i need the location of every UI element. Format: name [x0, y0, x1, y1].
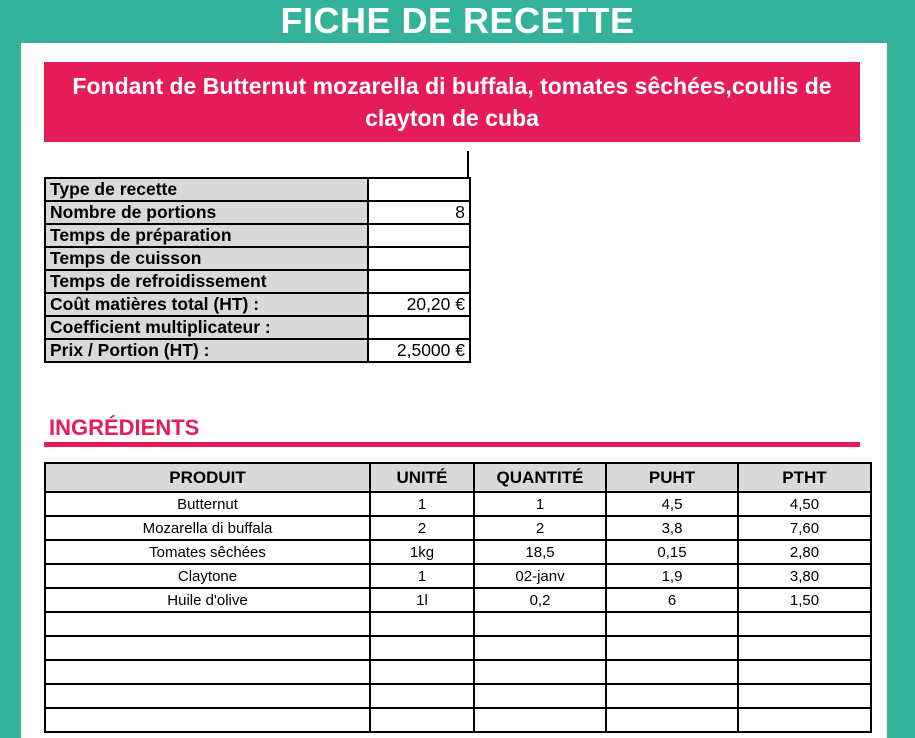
info-row: [45, 201, 470, 224]
cell-ptht[interactable]: 3,80: [738, 564, 871, 588]
table-row: [45, 588, 871, 612]
table-row: [45, 708, 871, 732]
cell-ptht[interactable]: 4,50: [738, 492, 871, 516]
cell-unite[interactable]: 1: [370, 492, 474, 516]
cell-quantite[interactable]: [474, 660, 606, 684]
table-row: [45, 684, 871, 708]
cell-produit[interactable]: Mozarella di buffala: [45, 516, 370, 540]
cell-produit[interactable]: [45, 612, 370, 636]
table-row: [45, 660, 871, 684]
table-row: [45, 564, 871, 588]
recipe-sheet: [21, 43, 887, 738]
header-unite: UNITÉ: [370, 463, 474, 492]
info-value-total-cost[interactable]: 20,20 €: [368, 293, 470, 316]
info-row: [45, 247, 470, 270]
cell-unite[interactable]: [370, 660, 474, 684]
cell-puht[interactable]: [606, 684, 738, 708]
cell-produit[interactable]: [45, 636, 370, 660]
cell-puht[interactable]: [606, 660, 738, 684]
info-row: [45, 339, 470, 362]
column-divider: [467, 151, 469, 178]
cell-puht[interactable]: [606, 708, 738, 732]
info-value-portions[interactable]: 8: [368, 201, 470, 224]
cell-quantite[interactable]: 18,5: [474, 540, 606, 564]
cell-unite[interactable]: 2: [370, 516, 474, 540]
info-row: [45, 178, 470, 201]
ingredients-table: [44, 462, 872, 733]
ingredients-heading: INGRÉDIENTS: [49, 415, 200, 440]
cell-produit[interactable]: [45, 708, 370, 732]
info-label-price-per-portion: Prix / Portion (HT) :: [45, 339, 368, 362]
info-label-type: Type de recette: [45, 178, 368, 201]
ingredients-rule: [44, 442, 860, 447]
cell-unite[interactable]: 1l: [370, 588, 474, 612]
info-label-cook-time: Temps de cuisson: [45, 247, 368, 270]
cell-puht[interactable]: 6: [606, 588, 738, 612]
info-value-prep-time[interactable]: [368, 224, 470, 247]
info-label-coefficient: Coefficient multiplicateur :: [45, 316, 368, 339]
info-row: [45, 224, 470, 247]
cell-ptht[interactable]: 1,50: [738, 588, 871, 612]
cell-quantite[interactable]: [474, 684, 606, 708]
cell-ptht[interactable]: 7,60: [738, 516, 871, 540]
info-row: [45, 316, 470, 339]
cell-unite[interactable]: [370, 636, 474, 660]
cell-ptht[interactable]: [738, 684, 871, 708]
cell-unite[interactable]: [370, 684, 474, 708]
cell-ptht[interactable]: 2,80: [738, 540, 871, 564]
cell-produit[interactable]: Tomates sêchées: [45, 540, 370, 564]
cell-ptht[interactable]: [738, 708, 871, 732]
cell-unite[interactable]: 1kg: [370, 540, 474, 564]
cell-ptht[interactable]: [738, 636, 871, 660]
table-row: [45, 492, 871, 516]
cell-unite[interactable]: [370, 612, 474, 636]
cell-puht[interactable]: 1,9: [606, 564, 738, 588]
info-value-coefficient[interactable]: [368, 316, 470, 339]
info-label-prep-time: Temps de préparation: [45, 224, 368, 247]
cell-ptht[interactable]: [738, 612, 871, 636]
header-produit: PRODUIT: [45, 463, 370, 492]
info-row: [45, 270, 470, 293]
info-row: [45, 293, 470, 316]
info-value-type[interactable]: [368, 178, 470, 201]
cell-quantite[interactable]: [474, 636, 606, 660]
header-ptht: PTHT: [738, 463, 871, 492]
cell-produit[interactable]: Claytone: [45, 564, 370, 588]
info-label-cool-time: Temps de refroidissement: [45, 270, 368, 293]
recipe-name-banner[interactable]: Fondant de Butternut mozarella di buffala, tomates sêchées,coulis de clayton de cuba: [44, 62, 860, 142]
cell-quantite[interactable]: 0,2: [474, 588, 606, 612]
cell-produit[interactable]: Butternut: [45, 492, 370, 516]
cell-produit[interactable]: Huile d'olive: [45, 588, 370, 612]
recipe-info-table: [44, 177, 471, 363]
cell-puht[interactable]: [606, 636, 738, 660]
cell-puht[interactable]: [606, 612, 738, 636]
cell-quantite[interactable]: 2: [474, 516, 606, 540]
header-quantite: QUANTITÉ: [474, 463, 606, 492]
cell-unite[interactable]: 1: [370, 564, 474, 588]
table-row: [45, 540, 871, 564]
cell-puht[interactable]: 3,8: [606, 516, 738, 540]
table-row: [45, 636, 871, 660]
cell-puht[interactable]: 0,15: [606, 540, 738, 564]
info-label-portions: Nombre de portions: [45, 201, 368, 224]
cell-unite[interactable]: [370, 708, 474, 732]
ingredients-header-row: [45, 463, 871, 492]
cell-ptht[interactable]: [738, 660, 871, 684]
cell-puht[interactable]: 4,5: [606, 492, 738, 516]
info-value-price-per-portion[interactable]: 2,5000 €: [368, 339, 470, 362]
table-row: [45, 612, 871, 636]
cell-quantite[interactable]: 02-janv: [474, 564, 606, 588]
page-title: FICHE DE RECETTE: [280, 0, 635, 41]
cell-produit[interactable]: [45, 684, 370, 708]
cell-quantite[interactable]: [474, 612, 606, 636]
cell-produit[interactable]: [45, 660, 370, 684]
cell-quantite[interactable]: [474, 708, 606, 732]
cell-quantite[interactable]: 1: [474, 492, 606, 516]
header-puht: PUHT: [606, 463, 738, 492]
info-label-total-cost: Coût matières total (HT) :: [45, 293, 368, 316]
info-value-cook-time[interactable]: [368, 247, 470, 270]
table-row: [45, 516, 871, 540]
info-value-cool-time[interactable]: [368, 270, 470, 293]
